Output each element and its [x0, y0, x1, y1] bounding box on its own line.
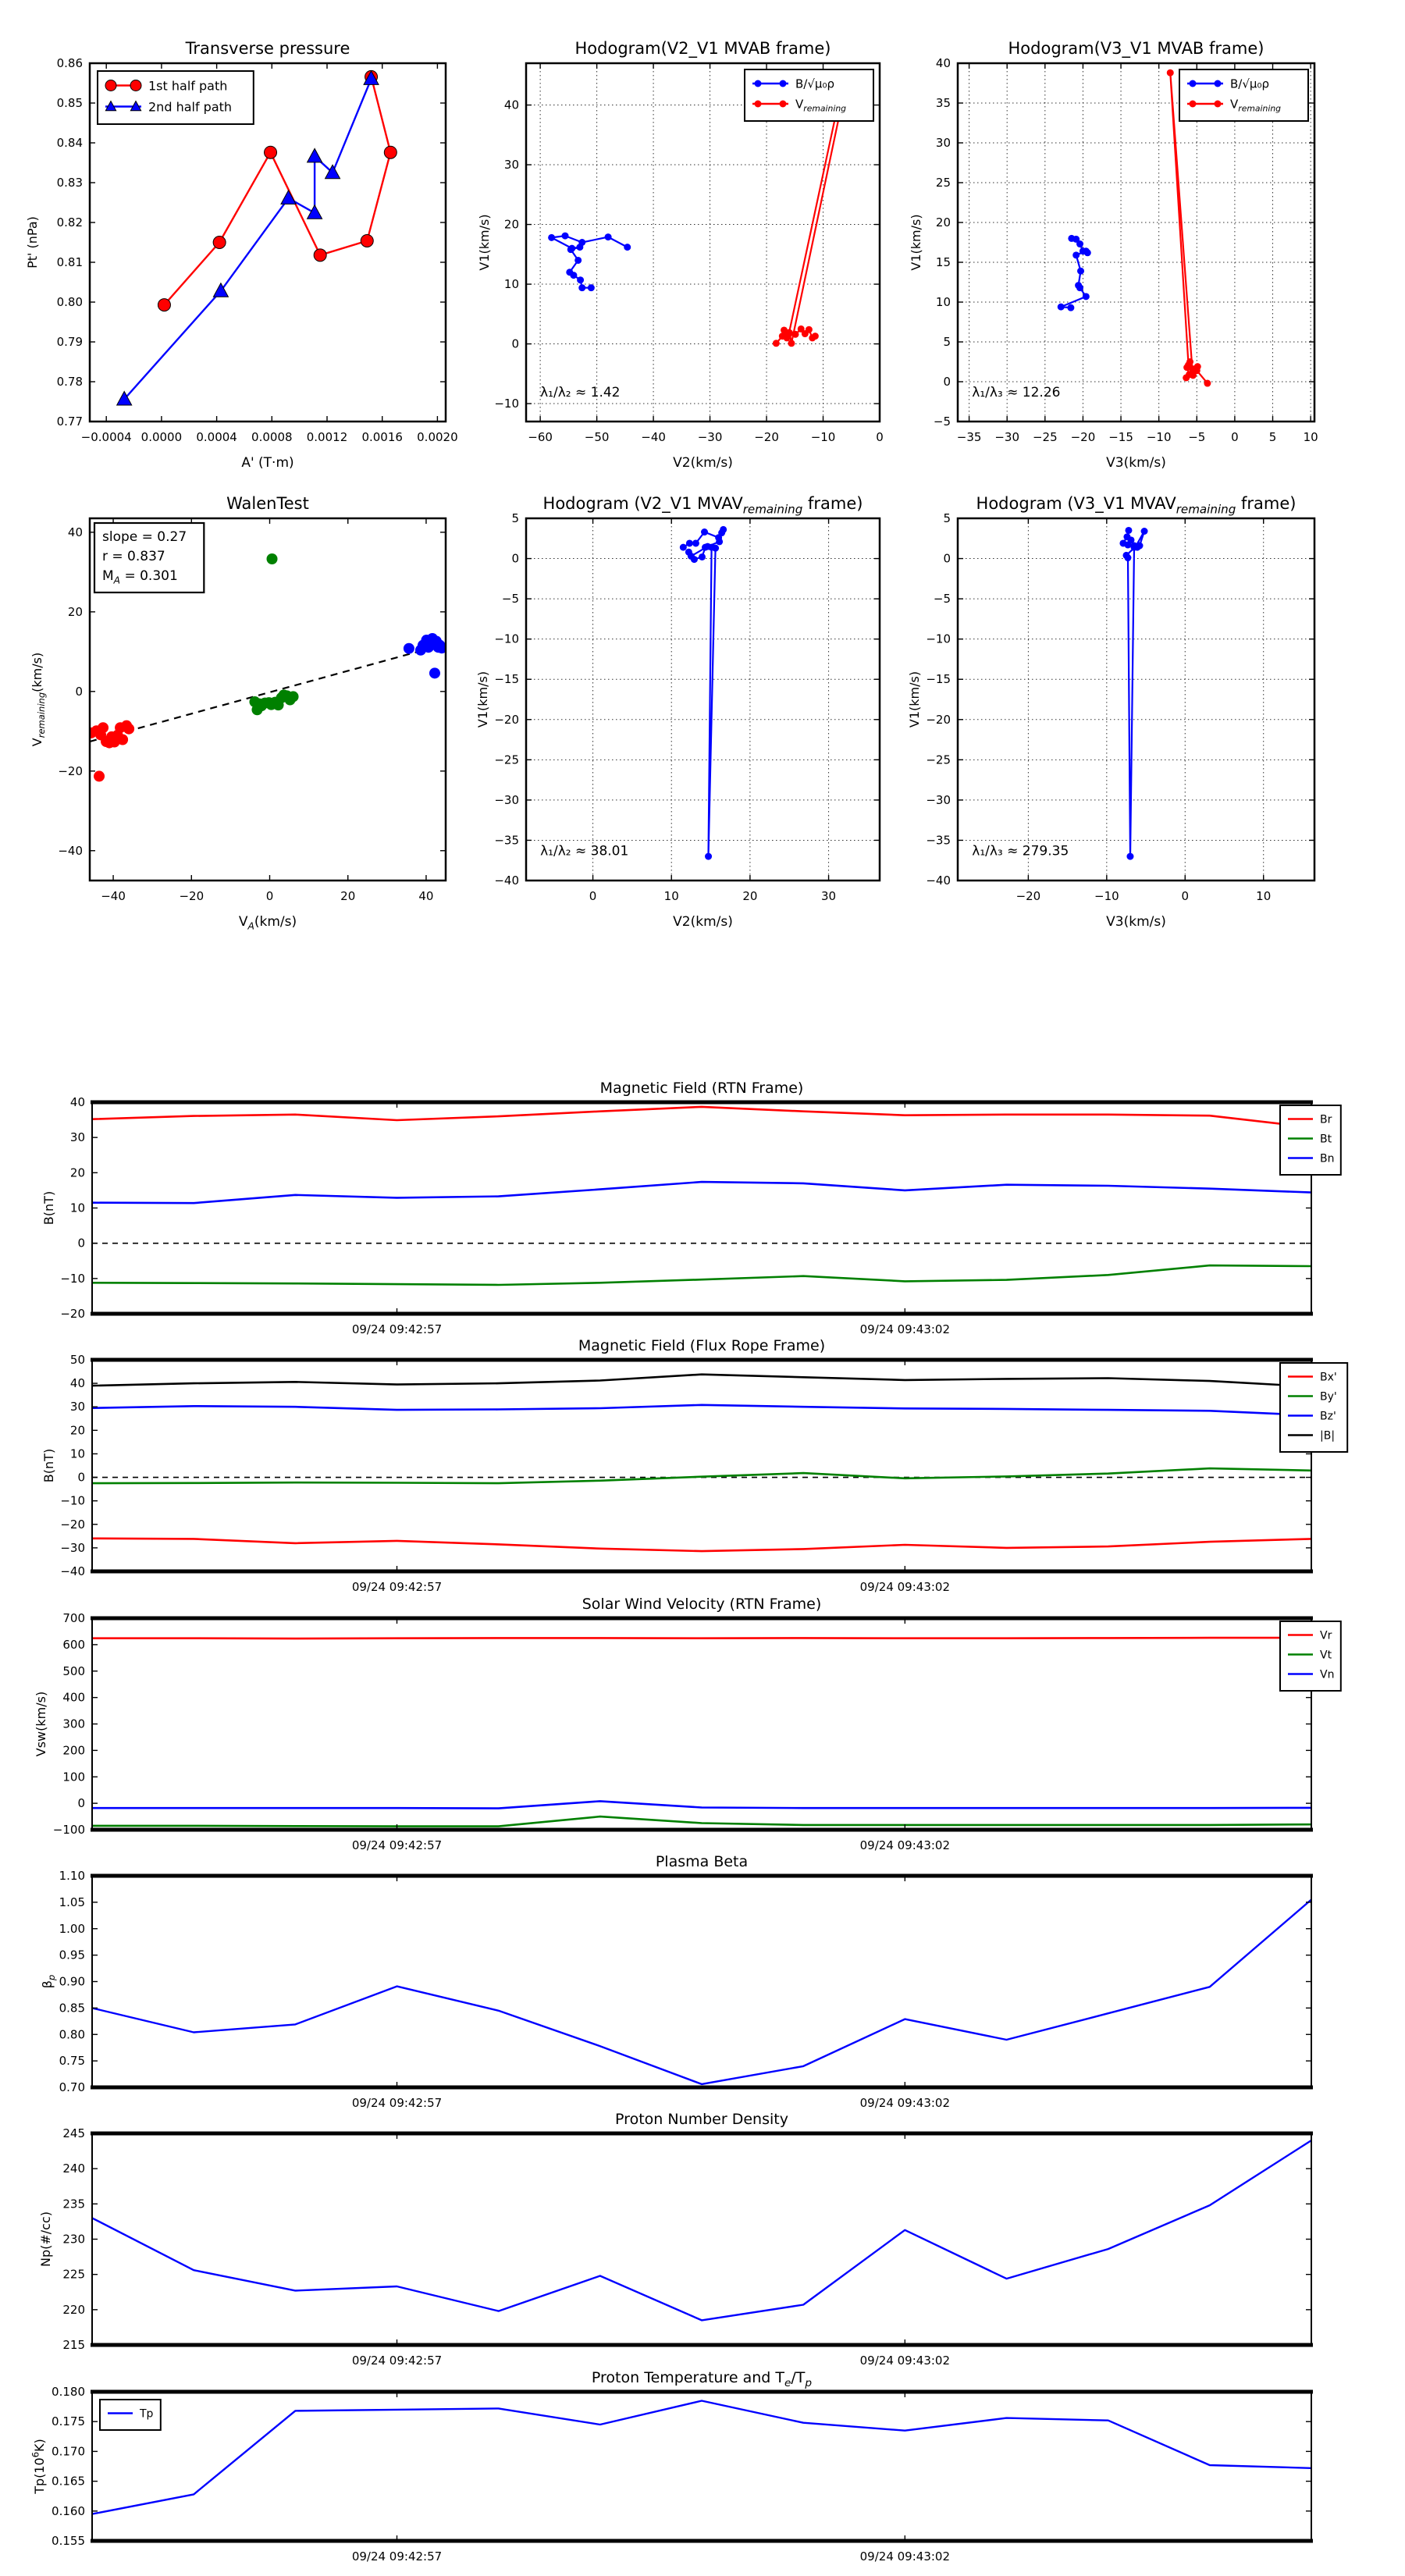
x-axis-label: V3(km/s): [1106, 914, 1166, 930]
chart-title: Hodogram (V2_V1 $MVAV_{remaining}$ frame): [542, 494, 863, 517]
y-tick-label: 30: [503, 158, 519, 173]
chart-title: Magnetic Field (Flux Rope Frame): [578, 1337, 826, 1354]
series-2nd half path: [124, 79, 371, 400]
y-tick-label: 40: [503, 98, 519, 112]
y-axis-label: V1(km/s): [477, 214, 492, 271]
y-tick-label: 230: [62, 2232, 85, 2247]
legend-label: By': [1320, 1390, 1337, 1404]
y-axis-label: V1(km/s): [909, 214, 923, 271]
y-tick-label: 40: [67, 525, 83, 539]
x-tick-label: 09/24 09:42:57: [351, 1580, 443, 1594]
y-tick-label: −100: [52, 1823, 85, 1837]
y-tick-label: 0: [943, 551, 951, 566]
y-tick-label: 5: [943, 335, 951, 349]
y-tick-label: −20: [60, 1307, 85, 1321]
y-tick-label: 30: [69, 1400, 85, 1414]
x-tick-label: 0: [1231, 430, 1239, 444]
y-tick-label: 0.175: [52, 2414, 85, 2429]
x-tick-label: 09/24 09:42:57: [351, 2354, 443, 2368]
x-tick-label: 40: [418, 889, 434, 903]
chart-title: Hodogram (V3_V1 $MVAV_{remaining}$ frame): [976, 494, 1297, 517]
x-tick-label: −20: [754, 430, 779, 444]
legend-label: Bt: [1320, 1133, 1332, 1146]
y-tick-label: −10: [926, 632, 951, 646]
legend-label: B/√μ₀ρ: [1230, 76, 1269, 91]
x-tick-label: 09/24 09:43:02: [859, 2096, 951, 2110]
y-tick-label: 0.85: [56, 96, 83, 110]
y-tick-label: 10: [935, 295, 951, 309]
y-tick-label: 0: [943, 375, 951, 389]
panel-mag-rtn: [41, 1080, 1341, 1336]
y-tick-label: 0: [77, 1470, 85, 1485]
series-fit-line: [90, 644, 446, 742]
axes-frame: [92, 2392, 1311, 2541]
y-tick-label: 0.180: [52, 2385, 85, 2399]
y-tick-label: 0.77: [56, 415, 83, 429]
chart-title: Magnetic Field (RTN Frame): [599, 1080, 804, 1097]
series-Bx': [92, 1539, 1311, 1551]
x-tick-label: −30: [697, 430, 723, 444]
y-axis-label: B(nT): [41, 1448, 56, 1483]
y-tick-label: 1.00: [59, 1921, 85, 1936]
series-|B|: [92, 1375, 1311, 1387]
series-B-scaled: [683, 529, 723, 856]
y-tick-label: 100: [62, 1770, 85, 1784]
markers-red-points: [86, 720, 134, 782]
x-axis-label: V2(km/s): [673, 455, 733, 471]
y-tick-label: 0: [511, 551, 519, 566]
x-tick-label: −15: [1108, 430, 1133, 444]
y-tick-label: −30: [494, 792, 519, 807]
x-tick-label: 09/24 09:42:57: [351, 2096, 443, 2110]
legend-label: $V_{remaining}$: [1230, 97, 1282, 114]
y-tick-label: 0.75: [59, 2054, 85, 2069]
y-axis-label: Vsw(km/s): [34, 1691, 48, 1757]
x-tick-label: 20: [340, 889, 356, 903]
chart-title: Solar Wind Velocity (RTN Frame): [582, 1596, 822, 1613]
axes-frame: [92, 1102, 1311, 1314]
panel-walen-test: [30, 494, 447, 931]
x-tick-label: 10: [1303, 430, 1318, 444]
x-tick-label: 09/24 09:42:57: [351, 2549, 443, 2564]
legend-label: Vr: [1320, 1629, 1332, 1642]
axes-frame: [526, 518, 880, 881]
annotation: λ₁/λ₃ ≈ 279.35: [972, 843, 1069, 859]
y-tick-label: 0.170: [52, 2444, 85, 2459]
y-tick-label: 0.70: [59, 2080, 85, 2094]
x-tick-label: 20: [742, 889, 758, 903]
legend-label: $V_{remaining}$: [795, 97, 847, 114]
x-tick-label: 0.0008: [251, 430, 293, 444]
legend-label: 1st half path: [148, 78, 228, 94]
panel-hodogram-v3v1-mvav: [907, 494, 1314, 930]
series-By': [92, 1468, 1311, 1483]
y-tick-label: −10: [494, 397, 519, 411]
x-tick-label: 5: [1268, 430, 1277, 444]
y-axis-label: $\beta_p$: [40, 1974, 58, 1989]
legend: [100, 2400, 161, 2430]
y-tick-label: −25: [494, 753, 519, 767]
legend: [745, 69, 873, 121]
y-tick-label: 0.83: [56, 176, 83, 190]
y-tick-label: −30: [926, 792, 951, 807]
y-tick-label: 400: [62, 1690, 85, 1705]
x-axis-label: V3(km/s): [1106, 455, 1166, 471]
x-tick-label: 10: [663, 889, 679, 903]
y-tick-label: 240: [62, 2161, 85, 2176]
panel-proton-temp: [30, 2369, 1313, 2564]
series-B-scaled: [552, 236, 628, 288]
y-tick-label: −20: [926, 712, 951, 727]
y-tick-label: −35: [926, 833, 951, 848]
chart-title: Proton Number Density: [615, 2111, 788, 2128]
panel-hodogram-v2v1-mvab: [477, 39, 884, 471]
x-tick-label: −10: [1146, 430, 1172, 444]
legend-label: Tp: [140, 2407, 154, 2421]
y-tick-label: 500: [62, 1663, 85, 1678]
y-tick-label: 235: [62, 2197, 85, 2211]
y-tick-label: 0.79: [56, 335, 83, 349]
y-tick-label: 10: [503, 277, 519, 292]
y-tick-label: 20: [503, 217, 519, 232]
x-tick-label: 0.0016: [361, 430, 403, 444]
series-Np: [92, 2140, 1311, 2320]
y-tick-label: 700: [62, 1611, 85, 1625]
y-tick-label: −20: [60, 1517, 85, 1532]
y-tick-label: 50: [69, 1353, 85, 1367]
x-tick-label: 0.0020: [417, 430, 458, 444]
y-axis-label: $Tp(10^6K)$: [30, 2439, 47, 2494]
y-tick-label: 200: [62, 1743, 85, 1758]
axes-frame: [92, 2133, 1311, 2345]
x-tick-label: 10: [1256, 889, 1272, 903]
y-tick-label: −40: [494, 873, 519, 888]
y-tick-label: 225: [62, 2267, 85, 2282]
x-tick-label: 09/24 09:42:57: [351, 1322, 443, 1336]
legend-label: Bz': [1320, 1410, 1336, 1423]
panel-transverse-pressure: [25, 39, 458, 471]
x-tick-label: 09/24 09:43:02: [859, 1322, 951, 1336]
x-tick-label: 0: [876, 430, 884, 444]
y-tick-label: 0.84: [56, 136, 83, 150]
series-Vt: [92, 1816, 1311, 1827]
y-tick-label: 0.81: [56, 255, 83, 269]
y-tick-label: −5: [933, 415, 951, 429]
y-axis-label: Np(#/cc): [38, 2211, 53, 2267]
chart-title: Hodogram(V3_V1 MVAB frame): [1008, 39, 1264, 58]
y-tick-label: 20: [935, 215, 951, 229]
x-tick-label: −20: [179, 889, 205, 903]
axes-frame: [92, 1876, 1311, 2087]
annotation: λ₁/λ₂ ≈ 1.42: [540, 384, 621, 400]
y-tick-label: −10: [60, 1271, 85, 1286]
x-tick-label: 09/24 09:43:02: [859, 2549, 951, 2564]
y-tick-label: 0: [77, 1236, 85, 1251]
y-tick-label: 0.160: [52, 2503, 85, 2518]
series-Vn: [92, 1801, 1311, 1808]
y-tick-label: 0: [77, 1796, 85, 1811]
x-tick-label: 09/24 09:43:02: [859, 1838, 951, 1852]
series-beta: [92, 1900, 1311, 2084]
y-tick-label: −20: [494, 712, 519, 727]
x-tick-label: 0.0012: [306, 430, 348, 444]
x-tick-label: 0.0004: [196, 430, 237, 444]
y-tick-label: 0: [511, 336, 519, 351]
y-tick-label: 0.80: [56, 295, 83, 309]
x-tick-label: 09/24 09:42:57: [351, 1838, 443, 1852]
y-tick-label: 245: [62, 2126, 85, 2140]
annotation: λ₁/λ₂ ≈ 38.01: [540, 843, 629, 859]
x-tick-label: −40: [101, 889, 126, 903]
x-axis-label: V2(km/s): [673, 914, 733, 930]
series-Bz': [92, 1405, 1311, 1415]
legend-label: Vt: [1320, 1649, 1332, 1662]
series-Tp: [92, 2401, 1311, 2514]
x-tick-label: −40: [641, 430, 666, 444]
markers-B-scaled: [680, 526, 727, 860]
panel-proton-density: [38, 2111, 1313, 2368]
x-tick-label: −10: [810, 430, 836, 444]
annotation: λ₁/λ₃ ≈ 12.26: [972, 384, 1061, 400]
y-tick-label: 10: [69, 1201, 85, 1215]
x-tick-label: −5: [1188, 430, 1206, 444]
x-tick-label: 30: [821, 889, 837, 903]
y-tick-label: 20: [67, 604, 83, 619]
y-axis-label: $V_{remaining}(km/s)$: [30, 652, 48, 747]
y-tick-label: −15: [494, 672, 519, 687]
panel-hodogram-v2v1-mvav: [475, 494, 880, 930]
panel-vsw-rtn: [34, 1596, 1341, 1852]
y-tick-label: 15: [935, 255, 951, 269]
chart-title: Plasma Beta: [655, 1853, 749, 1870]
legend-label: 2nd half path: [148, 99, 233, 115]
y-tick-label: 0.78: [56, 375, 83, 389]
y-tick-label: −40: [60, 1564, 85, 1578]
x-tick-label: −30: [994, 430, 1020, 444]
x-tick-label: −10: [1094, 889, 1119, 903]
y-tick-label: 0.80: [59, 2027, 85, 2042]
y-tick-label: −25: [926, 753, 951, 767]
y-tick-label: 30: [935, 136, 951, 150]
y-axis-label: B(nT): [41, 1190, 56, 1226]
annotation-line: r = 0.837: [102, 549, 165, 564]
y-tick-label: 30: [69, 1130, 85, 1145]
x-tick-label: 09/24 09:43:02: [859, 1580, 951, 1594]
y-tick-label: 300: [62, 1717, 85, 1731]
y-tick-label: 35: [935, 96, 951, 110]
annotation-line: $M_A = 0.301$: [102, 568, 178, 586]
chart-title: Hodogram(V2_V1 MVAB frame): [574, 39, 831, 58]
x-tick-label: −50: [584, 430, 610, 444]
markers-blue-points: [404, 633, 447, 678]
series-B-scaled: [1123, 531, 1144, 857]
y-tick-label: 20: [69, 1165, 85, 1180]
x-tick-label: 0.0000: [140, 430, 183, 444]
panel-plasma-beta: [40, 1853, 1313, 2110]
legend-label: Bx': [1320, 1371, 1337, 1384]
y-tick-label: 40: [69, 1376, 85, 1391]
axes-frame: [92, 1360, 1311, 1571]
legend: [1179, 69, 1308, 121]
legend-label: |B|: [1320, 1429, 1336, 1443]
y-tick-label: −5: [933, 592, 951, 607]
y-tick-label: 40: [69, 1095, 85, 1109]
y-tick-label: 40: [935, 56, 951, 70]
axes-frame: [92, 1618, 1311, 1830]
y-tick-label: 1.05: [59, 1895, 85, 1909]
series-Bn: [92, 1182, 1311, 1203]
y-tick-label: 215: [62, 2338, 85, 2352]
y-tick-label: 10: [69, 1446, 85, 1461]
legend-label: Vn: [1320, 1668, 1335, 1681]
x-tick-label: −0.0004: [80, 430, 132, 444]
y-tick-label: 1.10: [59, 1869, 85, 1883]
y-tick-label: 220: [62, 2302, 85, 2317]
y-tick-label: −10: [60, 1493, 85, 1508]
x-tick-label: −60: [528, 430, 553, 444]
y-tick-label: 5: [943, 511, 951, 525]
y-tick-label: 600: [62, 1637, 85, 1652]
panel-mag-fluxrope: [41, 1337, 1347, 1594]
y-axis-label: Pt' (nPa): [25, 216, 40, 269]
y-axis-label: V1(km/s): [475, 671, 490, 728]
y-tick-label: −30: [60, 1540, 85, 1555]
y-tick-label: −5: [501, 592, 519, 607]
annotation-line: slope = 0.27: [102, 529, 187, 545]
chart-title: Proton Temperature and $T_e/T_p$: [591, 2369, 813, 2389]
y-tick-label: −15: [926, 672, 951, 687]
legend: [1280, 1621, 1341, 1691]
y-tick-label: 5: [511, 511, 519, 525]
y-axis-label: V1(km/s): [907, 671, 922, 728]
markers-B-scaled: [1058, 235, 1091, 311]
legend: [1280, 1363, 1347, 1452]
x-tick-label: 0: [1181, 889, 1190, 903]
legend: [98, 71, 254, 124]
x-tick-label: −35: [956, 430, 982, 444]
y-tick-label: 0.155: [52, 2534, 85, 2548]
y-tick-label: 0.95: [59, 1948, 85, 1962]
y-tick-label: 0.90: [59, 1974, 85, 1989]
x-tick-label: 0: [265, 889, 274, 903]
y-tick-label: −10: [494, 632, 519, 646]
chart-title: WalenTest: [226, 494, 309, 513]
series-Br: [92, 1107, 1311, 1127]
y-tick-label: −40: [58, 843, 83, 858]
y-tick-label: −35: [494, 833, 519, 848]
x-tick-label: 09/24 09:43:02: [859, 2354, 951, 2368]
x-tick-label: −20: [1016, 889, 1041, 903]
y-tick-label: 0.85: [59, 2001, 85, 2016]
y-tick-label: 0.86: [56, 56, 83, 70]
legend: [1280, 1105, 1341, 1175]
legend-label: Bn: [1320, 1152, 1335, 1165]
legend-label: Br: [1320, 1113, 1332, 1126]
x-tick-label: −25: [1032, 430, 1058, 444]
y-tick-label: −40: [926, 873, 951, 888]
x-tick-label: −20: [1070, 430, 1096, 444]
y-tick-label: −20: [58, 763, 83, 778]
axes-frame: [958, 518, 1314, 881]
x-tick-label: 0: [589, 889, 597, 903]
panel-hodogram-v3v1-mvab: [909, 39, 1318, 471]
series-Bt: [92, 1265, 1311, 1285]
x-axis-label: A' (T·m): [241, 455, 294, 471]
y-tick-label: 0.82: [56, 215, 83, 229]
y-tick-label: 20: [69, 1423, 85, 1438]
y-tick-label: 25: [935, 176, 951, 190]
y-tick-label: 0: [75, 684, 83, 699]
chart-title: Transverse pressure: [185, 39, 350, 58]
legend-label: B/√μ₀ρ: [795, 76, 834, 91]
x-axis-label: $V_A(km/s)$: [238, 914, 297, 932]
y-tick-label: 0.165: [52, 2474, 85, 2489]
